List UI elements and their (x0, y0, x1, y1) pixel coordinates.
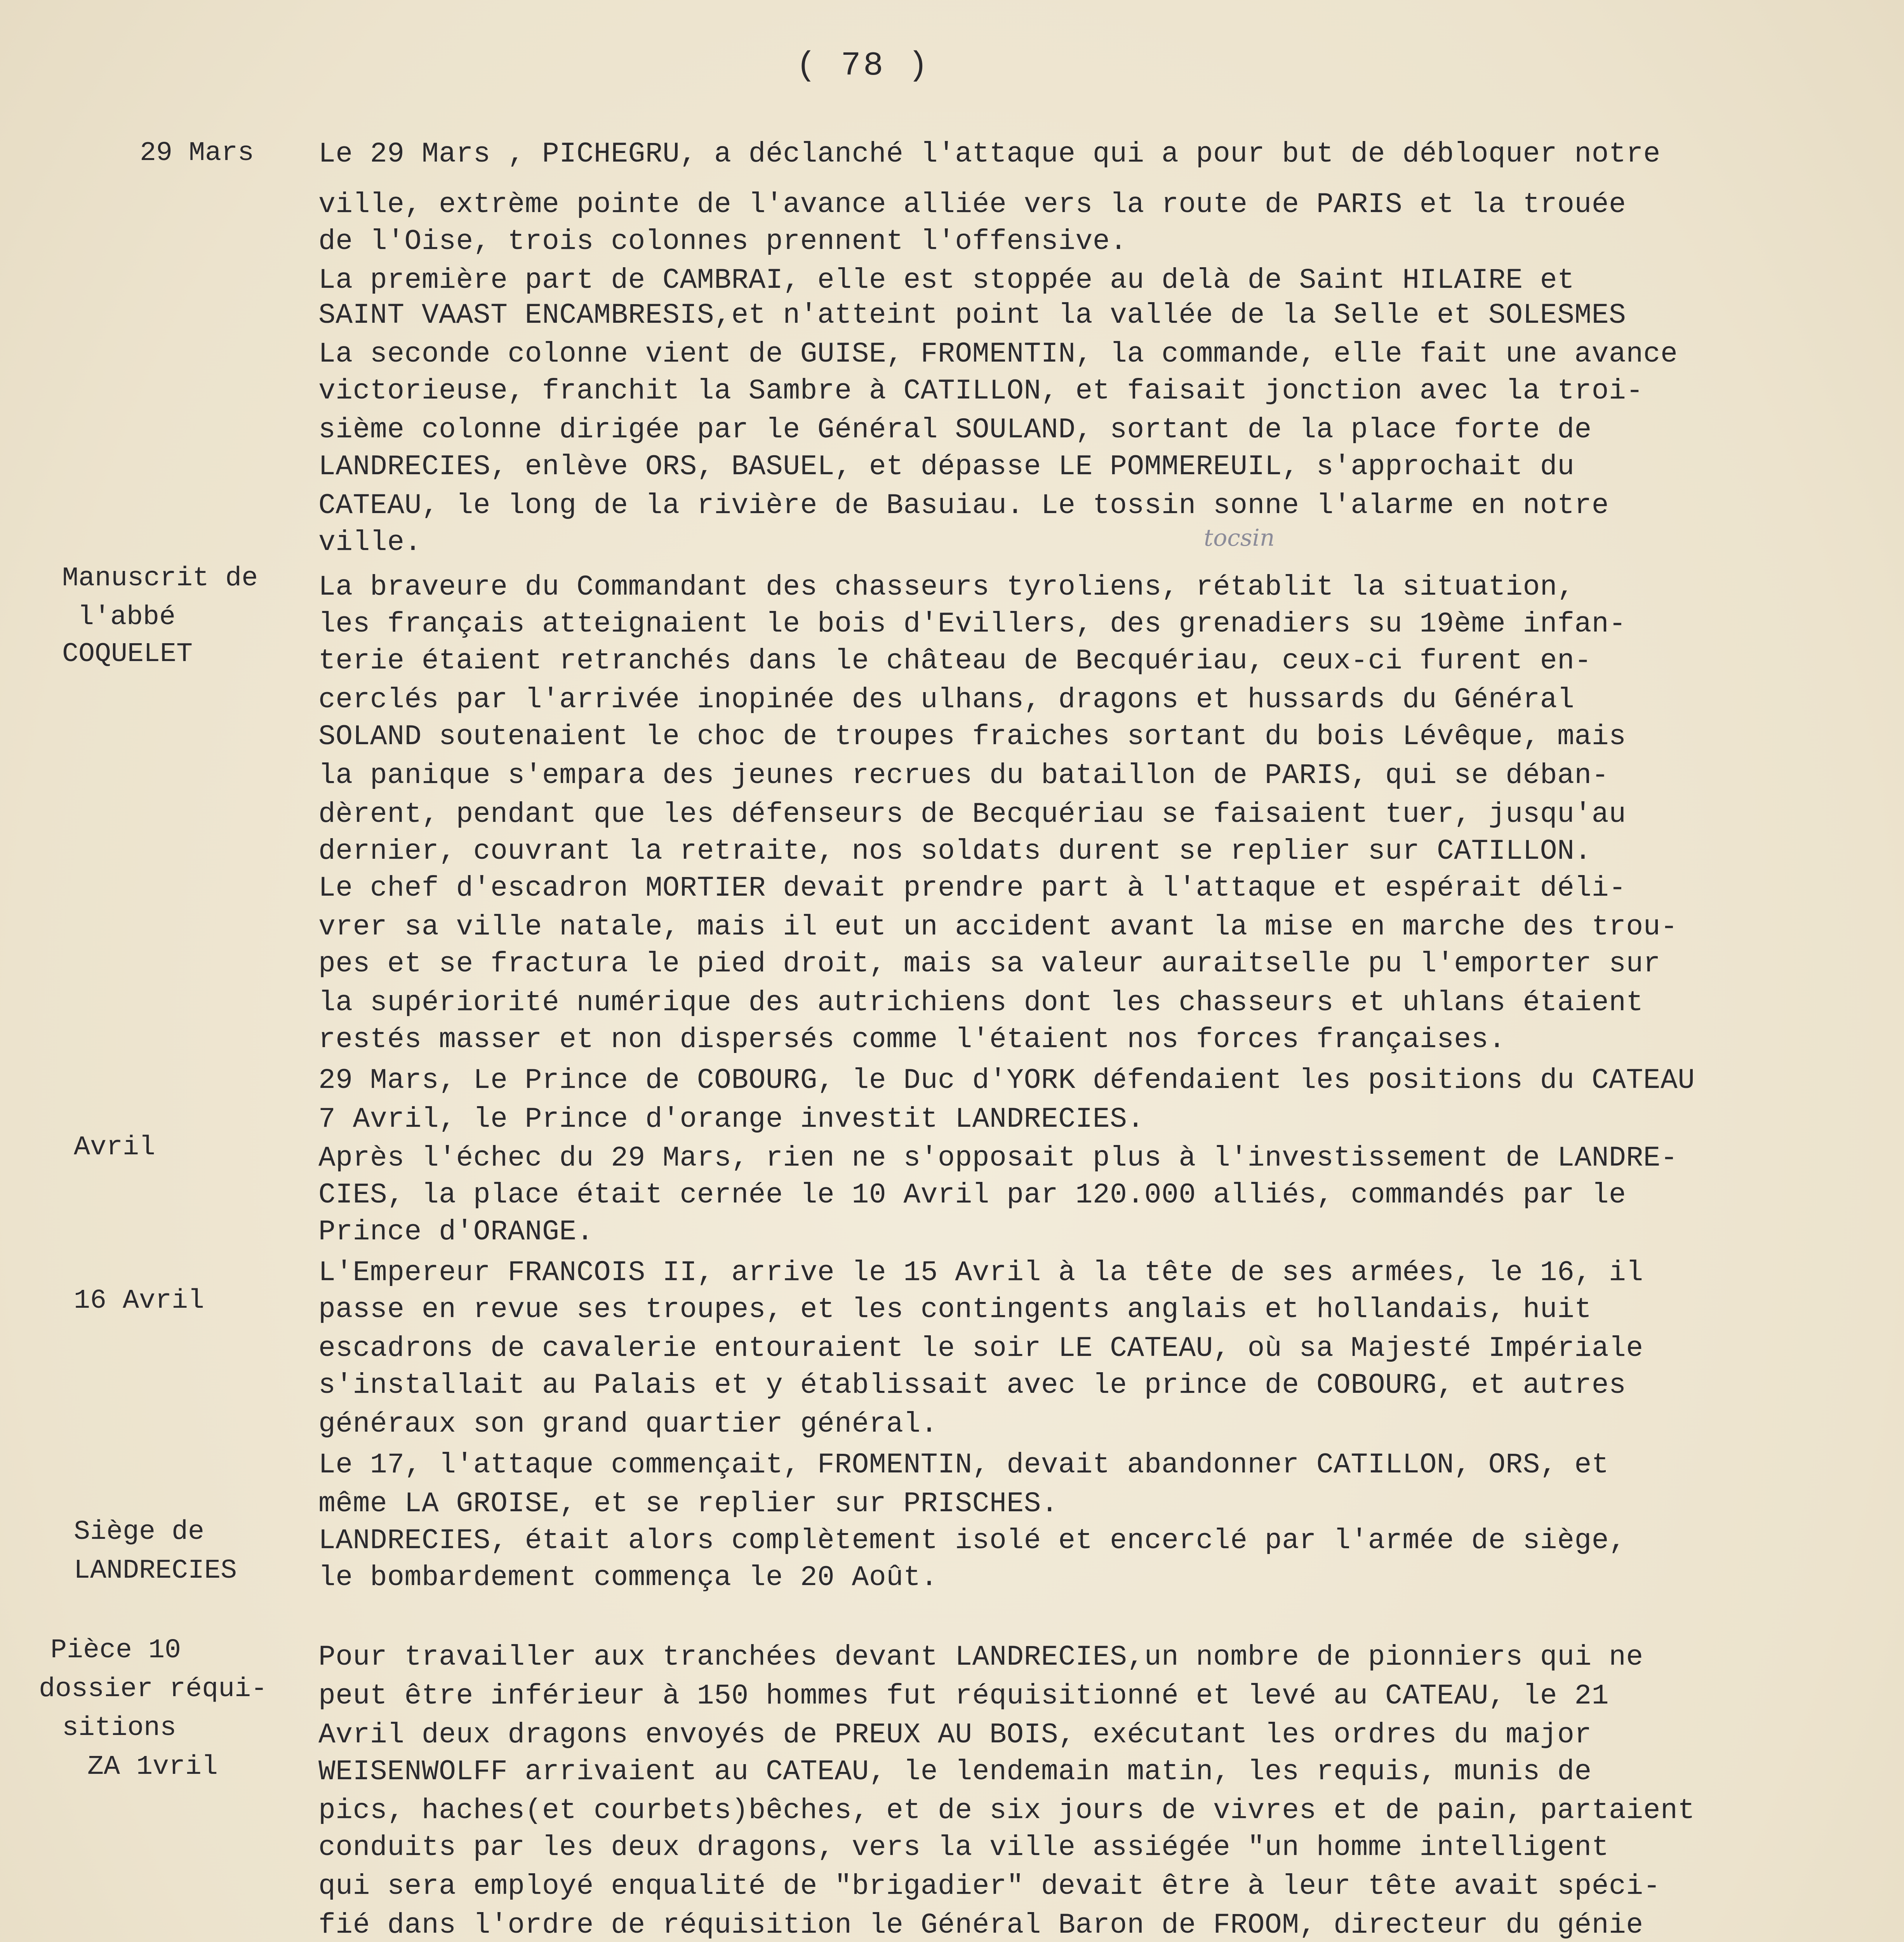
page-number: ( 78 ) (796, 47, 930, 85)
text-line: Le chef d'escadron MORTIER devait prendre part à l'attaque et espérait déli- (318, 872, 1626, 904)
text-line: cerclés par l'arrivée inopinée des ulhans, dragons et hussards du Général (318, 684, 1575, 716)
margin-note: Avril (74, 1132, 156, 1163)
text-line: Prince d'ORANGE. (318, 1216, 594, 1248)
text-line: ville, extrème pointe de l'avance alliée vers la route de PARIS et la trouée (318, 188, 1626, 221)
text-line: CIES, la place était cernée le 10 Avril par 120.000 alliés, commandés par le (318, 1179, 1626, 1211)
text-line: CATEAU, le long de la rivière de Basuiau. Le tossin sonne l'alarme en notre (318, 489, 1609, 522)
text-line: LANDRECIES, enlève ORS, BASUEL, et dépasse LE POMMEREUIL, s'approchait du (318, 451, 1575, 483)
text-line: Après l'échec du 29 Mars, rien ne s'opposait plus à l'investissement de LANDRE- (318, 1142, 1678, 1174)
text-line: la supériorité numérique des autrichiens dont les chasseurs et uhlans étaient (318, 987, 1643, 1019)
text-line: Pour travailler aux tranchées devant LANDRECIES,un nombre de pionniers qui ne (318, 1641, 1643, 1673)
text-line: le bombardement commença le 20 Août. (318, 1561, 938, 1594)
margin-note: 29 Mars (140, 138, 254, 169)
text-line: dernier, couvrant la retraite, nos soldats durent se replier sur CATILLON. (318, 835, 1592, 867)
text-line: SOLAND soutenaient le choc de troupes fraiches sortant du bois Lévêque, mais (318, 720, 1626, 753)
margin-note: dossier réqui- (39, 1674, 268, 1705)
text-line: Le 29 Mars , PICHEGRU, a déclanché l'attaque qui a pour but de débloquer notre (318, 138, 1661, 170)
text-line: dèrent, pendant que les défenseurs de Becquériau se faisaient tuer, jusqu'au (318, 798, 1626, 830)
margin-note: l'abbé (78, 602, 176, 633)
text-line: fié dans l'ordre de réquisition le Général Baron de FROOM, directeur du génie (318, 1909, 1643, 1941)
margin-note: Siège de (74, 1517, 205, 1547)
margin-note: sitions (62, 1713, 177, 1744)
text-line: passe en revue ses troupes, et les contingents anglais et hollandais, huit (318, 1293, 1592, 1326)
text-line: les français atteignaient le bois d'Evillers, des grenadiers su 19ème infan- (318, 608, 1626, 640)
text-line: la panique s'empara des jeunes recrues du bataillon de PARIS, qui se déban- (318, 759, 1609, 792)
margin-note: COQUELET (62, 639, 193, 670)
text-line: s'installait au Palais et y établissait avec le prince de COBOURG, et autres (318, 1369, 1626, 1401)
text-line: généraux son grand quartier général. (318, 1408, 938, 1440)
text-line: même LA GROISE, et se replier sur PRISCHES. (318, 1488, 1059, 1520)
text-line: Le 17, l'attaque commençait, FROMENTIN, devait abandonner CATILLON, ORS, et (318, 1449, 1609, 1481)
text-line: ville. (318, 526, 422, 559)
text-line: Avril deux dragons envoyés de PREUX AU BOIS, exécutant les ordres du major (318, 1719, 1592, 1751)
text-line: restés masser et non dispersés comme l'étaient nos forces françaises. (318, 1023, 1506, 1056)
text-line: terie étaient retranchés dans le château de Becquériau, ceux-ci furent en- (318, 645, 1592, 677)
text-line: pes et se fractura le pied droit, mais sa valeur auraitselle pu l'emporter sur (318, 948, 1661, 980)
text-line: vrer sa ville natale, mais il eut un accident avant la mise en marche des trou- (318, 911, 1678, 943)
text-line: LANDRECIES, était alors complètement isolé et encerclé par l'armée de siège, (318, 1524, 1626, 1557)
text-line: peut être inférieur à 150 hommes fut réquisitionné et levé au CATEAU, le 21 (318, 1680, 1609, 1712)
margin-note: ZA 1vril (87, 1752, 218, 1782)
text-line: victorieuse, franchit la Sambre à CATILLON, et faisait jonction avec la troi- (318, 375, 1643, 407)
text-line: SAINT VAAST ENCAMBRESIS,et n'atteint point la vallée de la Selle et SOLESMES (318, 299, 1626, 331)
text-line: La seconde colonne vient de GUISE, FROMENTIN, la commande, elle fait une avance (318, 338, 1678, 370)
margin-note: LANDRECIES (74, 1556, 237, 1586)
text-line: conduits par les deux dragons, vers la ville assiégée "un homme intelligent (318, 1831, 1609, 1864)
text-line: escadrons de cavalerie entouraient le soir LE CATEAU, où sa Majesté Impériale (318, 1332, 1643, 1364)
text-line: La première part de CAMBRAI, elle est stoppée au delà de Saint HILAIRE et (318, 264, 1575, 296)
text-line: 29 Mars, Le Prince de COBOURG, le Duc d'YORK défendaient les positions du CATEAU (318, 1064, 1695, 1096)
text-line: La braveure du Commandant des chasseurs tyroliens, rétablit la situation, (318, 571, 1575, 603)
text-line: de l'Oise, trois colonnes prennent l'offensive. (318, 225, 1127, 258)
text-line: L'Empereur FRANCOIS II, arrive le 15 Avril à la tête de ses armées, le 16, il (318, 1256, 1643, 1289)
margin-note: Pièce 10 (50, 1635, 181, 1666)
text-line: pics, haches(et courbets)bêches, et de six jours de vivres et de pain, partaient (318, 1794, 1695, 1827)
text-line: qui sera employé enqualité de "brigadier" devait être à leur tête avait spéci- (318, 1870, 1661, 1902)
text-line: sième colonne dirigée par le Général SOULAND, sortant de la place forte de (318, 414, 1592, 446)
handwritten-annotation: tocsin (1204, 524, 1275, 552)
margin-note: 16 Avril (74, 1286, 205, 1316)
text-line: 7 Avril, le Prince d'orange investit LANDRECIES. (318, 1103, 1144, 1135)
text-line: WEISENWOLFF arrivaient au CATEAU, le lendemain matin, les requis, munis de (318, 1756, 1592, 1788)
margin-note: Manuscrit de (62, 563, 258, 594)
